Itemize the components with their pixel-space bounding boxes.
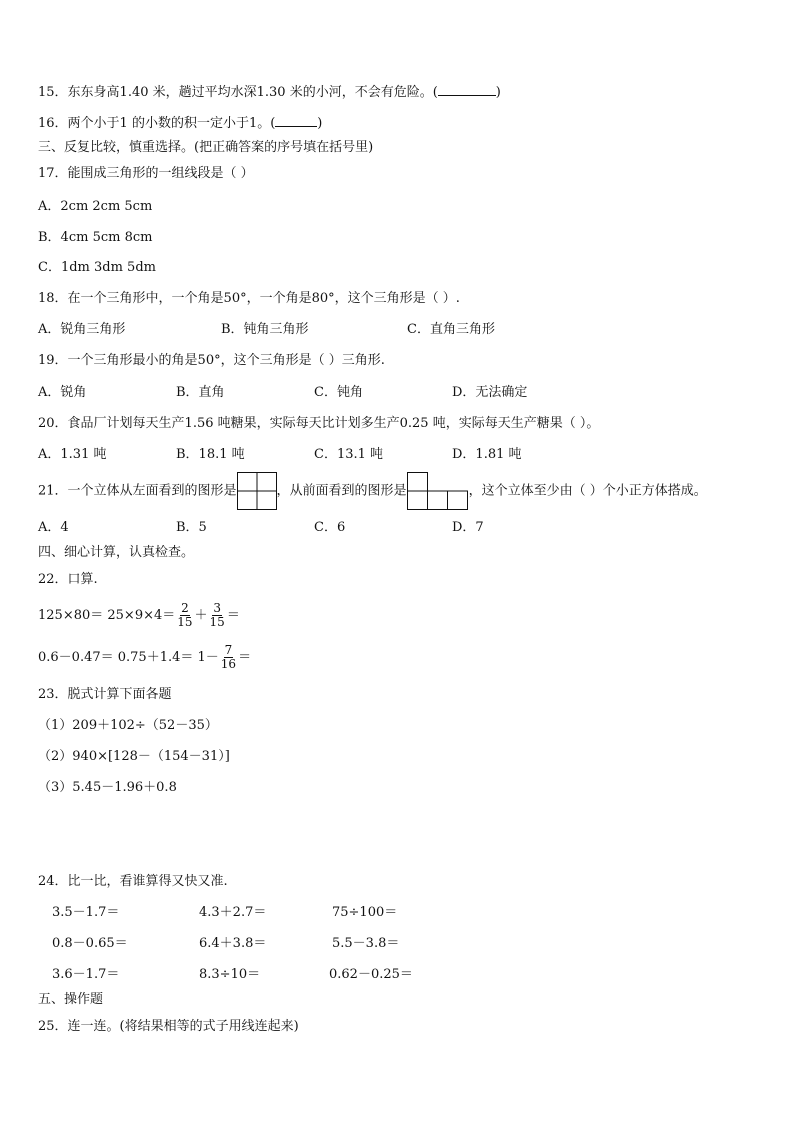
question-23-title: 23．脱式计算下面各题 <box>38 687 172 702</box>
question-16 <box>38 113 322 133</box>
plus-sign: ＋ <box>194 608 208 623</box>
paren-close: ) <box>495 85 501 100</box>
question-23-part-1: （1）209＋102÷（52－35） <box>38 718 218 733</box>
mental-calc-row-1: 125×80＝ 25×9×4＝ <box>38 608 176 623</box>
calc-cell: 3.6－1.7＝ <box>52 967 120 982</box>
calc-cell: 0.8－0.65＝ <box>52 936 128 951</box>
option-18-c[interactable]: C．直角三角形 <box>407 322 495 337</box>
left-view-figure <box>237 472 277 510</box>
question-21-text-3: ，这个立体至少由（ ）个小正方体搭成。 <box>468 483 707 499</box>
front-view-figure <box>407 472 469 510</box>
question-21-text-1: 21．一个立体从左面看到的图形是 <box>38 483 237 499</box>
fraction <box>220 644 237 671</box>
calc-cell: 4.3＋2.7＝ <box>199 905 267 920</box>
question-15-text: 15．东东身高1.40 米，趟过平均水深1.30 米的小河，不会有危险。( <box>38 85 438 100</box>
question-17: 17．能围成三角形的一组线段是（ ） <box>38 166 254 181</box>
question-21 <box>38 472 707 511</box>
question-23-part-3: （3）5.45－1.96＋0.8 <box>38 780 177 795</box>
question-23-part-2: （2）940×[128－（154－31）] <box>38 749 230 764</box>
option-18-b[interactable]: B．钝角三角形 <box>221 322 309 337</box>
question-25: 25．连一连。(将结果相等的式子用线连起来) <box>38 1019 299 1034</box>
question-22-row-2 <box>38 642 251 674</box>
option-18-a[interactable]: A．锐角三角形 <box>38 322 126 337</box>
option-21-c[interactable]: C．6 <box>314 520 346 535</box>
question-20: 20．食品厂计划每天生产1.56 吨糖果，实际每天比计划多生产0.25 吨，实际每天生产糖果（ ）。 <box>38 416 600 431</box>
option-19-b[interactable]: B．直角 <box>176 385 225 400</box>
equals-sign: ＝ <box>238 650 252 665</box>
option-20-c[interactable]: C．13.1 吨 <box>314 447 384 462</box>
numerator: 3 <box>213 601 221 615</box>
option-20-a[interactable]: A．1.31 吨 <box>38 447 107 462</box>
calc-cell: 8.3÷10＝ <box>199 967 261 982</box>
question-22-row-1 <box>38 600 240 632</box>
fraction <box>209 602 226 629</box>
equals-sign: ＝ <box>226 608 240 623</box>
calc-cell: 3.5－1.7＝ <box>52 905 120 920</box>
denominator: 15 <box>209 615 225 629</box>
calc-cell: 6.4＋3.8＝ <box>199 936 267 951</box>
option-17-c[interactable]: C．1dm 3dm 5dm <box>38 260 156 275</box>
option-20-b[interactable]: B．18.1 吨 <box>176 447 245 462</box>
section-4-heading: 四、细心计算，认真检查。 <box>38 545 195 560</box>
option-17-b[interactable]: B．4cm 5cm 8cm <box>38 230 153 245</box>
mental-calc-row-2: 0.6－0.47＝ 0.75＋1.4＝ 1－ <box>38 650 219 665</box>
paren-close: ) <box>317 116 323 131</box>
option-21-a[interactable]: A．4 <box>38 520 69 535</box>
question-24-title: 24．比一比，看谁算得又快又准. <box>38 874 228 889</box>
answer-blank[interactable] <box>438 82 496 96</box>
question-22-title: 22．口算. <box>38 572 98 587</box>
option-20-d[interactable]: D．1.81 吨 <box>452 447 522 462</box>
section-5-heading: 五、操作题 <box>38 992 104 1007</box>
numerator: 7 <box>224 643 233 657</box>
question-18: 18．在一个三角形中，一个角是50°，一个角是80°，这个三角形是（ ）. <box>38 291 460 306</box>
denominator: 16 <box>220 657 237 671</box>
option-19-c[interactable]: C．钝角 <box>314 385 363 400</box>
answer-blank[interactable] <box>275 113 317 127</box>
calc-cell: 75÷100＝ <box>332 905 398 920</box>
question-19: 19．一个三角形最小的角是50°，这个三角形是（ ）三角形. <box>38 353 385 368</box>
calc-cell: 0.62－0.25＝ <box>329 967 413 982</box>
fraction <box>176 602 193 629</box>
option-21-b[interactable]: B．5 <box>176 520 207 535</box>
calc-cell: 5.5－3.8＝ <box>332 936 400 951</box>
question-16-text: 16．两个小于1 的小数的积一定小于1。( <box>38 116 276 131</box>
section-3-heading: 三、反复比较，慎重选择。(把正确答案的序号填在括号里) <box>38 140 374 155</box>
option-21-d[interactable]: D．7 <box>452 520 484 535</box>
option-17-a[interactable]: A．2cm 2cm 5cm <box>38 199 153 214</box>
denominator: 15 <box>177 615 193 629</box>
question-15 <box>38 82 501 102</box>
numerator: 2 <box>181 601 189 615</box>
question-21-text-2: ，从前面看到的图形是 <box>276 483 407 499</box>
option-19-a[interactable]: A．锐角 <box>38 385 87 400</box>
option-19-d[interactable]: D．无法确定 <box>452 385 528 400</box>
